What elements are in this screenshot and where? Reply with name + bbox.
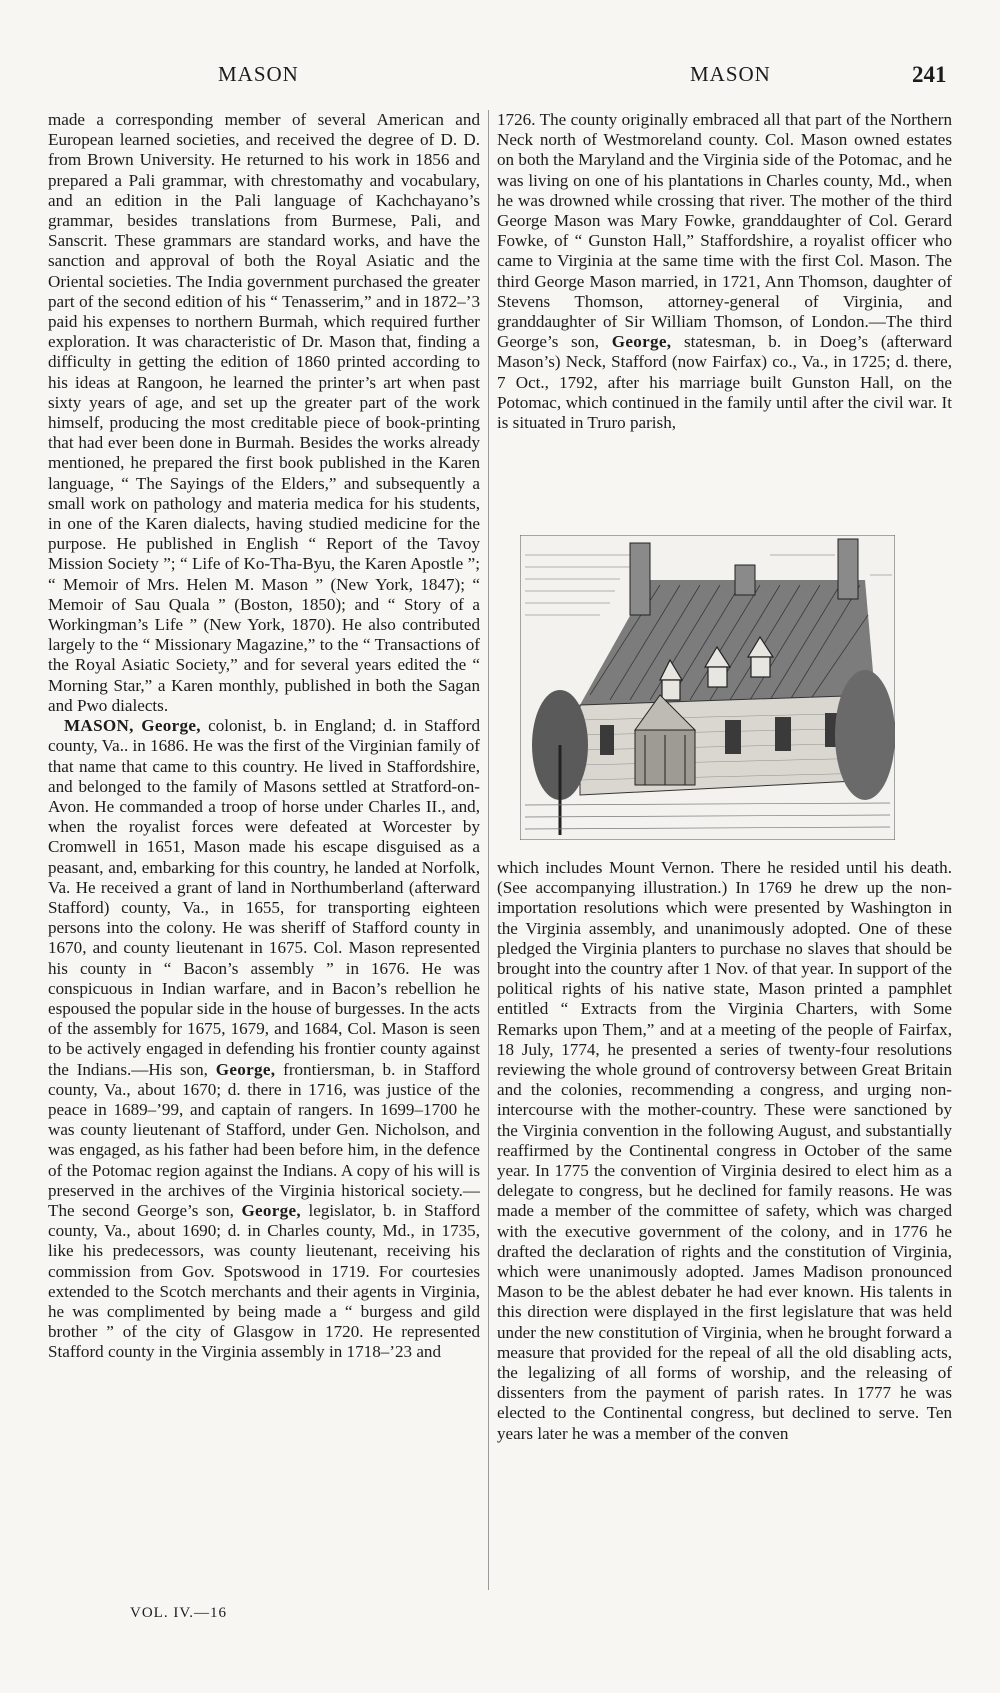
right-column-bottom (497, 858, 952, 1678)
george-mason-entry (48, 716, 480, 1363)
running-head-left: MASON (218, 62, 299, 86)
running-head-right: MASON (690, 62, 771, 86)
statesman-text: statesman, b. in Doeg’s (afterward Mason’s) Neck, Stafford (now Fairfax) co., Va., in 1725; d. there, 7 Oct., 1792, after his marriage built Gunston Hall, on the Potomac, which continued in the family until after the civil war. It is situated in Truro parish, (497, 332, 952, 433)
george-legislator-name: George, (241, 1200, 301, 1220)
right-column-top (497, 110, 952, 510)
volume-signature: VOL. IV.—16 (130, 1605, 227, 1621)
gunston-hall-illustration (520, 535, 895, 840)
dr-mason-continuation-paragraph: made a corresponding member of several American and European learned societies, and received the degree of D. D. from Brown University. He returned to his work in 1856 and prepared a Pali grammar, with chrestomathy and vocabulary, and an edition in the Pali language of Kachchayano’s grammar, besides translations from Burmese, Pali, and Sanscrit. These grammars are standard works, and have the sanction and approval of both the Royal Asiatic and the Oriental societies. The India government purchased the greater part of the second edition of his “ Tenasserim,” and in 1872–’3 paid his expenses to northern Burmah, which required further exploration. It was characteristic of Dr. Mason that, finding a difficulty in getting the edition of 1860 printed according to his ideas at Rangoon, he learned the printer’s art when past sixty years of age, and set up the greater part of the work himself, producing the most creditable piece of book-printing that had ever been done in Burmah. Besides the works already mentioned, he prepared the first book published in the Karen language, “ The Sayings of the Elders,” and subsequently a small work on pathology and materia medica for his students, in one of the Karen dialects, having studied medicine for the purpose. He published in English “ Report of the Tavoy Mission Society ”; “ Life of Ko-Tha-Byu, the Karen Apostle ”; “ Memoir of Mrs. Helen M. Mason ” (New York, 1847); “ Memoir of Sau Quala ” (Boston, 1850); and “ Story of a Workingman’s Life ” (New York, 1870). He also contributed largely to the “ Missionary Magazine,” to the “ Transactions of the Royal Asiatic Society,” and for several years edited the “ Morning Star,” a Karen monthly, published in both the Sagan and Pwo dialects. (48, 110, 480, 715)
legislator-text: legislator, b. in Stafford county, Va., about 1690; d. in Charles county, Md., in 1735, like his predecessors, was county lieutenant, receiving his commission from Gov. Spotswood in 1719. For courtesies extended to the Scotch merchants and their agents in Virginia, he was complimented by being made a “ burgess and gild brother ” of the city of Glasgow in 1720. He represented Stafford county in the Virginia assembly in 1718–’23 and (48, 1200, 480, 1362)
left-column (48, 110, 480, 1590)
statesman-continuation-paragraph: which includes Mount Vernon. There he resided until his death. (See accompanying illustration.) In 1769 he drew up the non-importation resolutions which were presented by Washington in the Virginia assembly, and unanimously adopted. One of these pledged the Virginia planters to purchase no slaves that should be brought into the country after 1 Nov. of that year. In support of the political rights of his native state, Mason printed a pamphlet entitled “ Extracts from the Virginia Charters, with Some Remarks upon Them,” and at a meeting of the people of Fairfax, 18 July, 1774, he presented a series of twenty-four resolutions reviewing the whole ground of controversy between Great Britain and the colonies, recommending a congress, and urging non-intercourse with the mother-country. These were sanctioned by the Virginia convention in the following August, and substantially reaffirmed by the Continental congress in October of the same year. In 1775 the convention of Virginia desired to elect him as a delegate to congress, but he declined for family reasons. He was made a member of the committee of safety, which was charged with the executive government of the colony, and in 1776 he drafted the declaration of rights and the constitution of Virginia, which were unanimously adopted. James Madison pronounced Mason to be the ablest debater he had ever known. His talents in this direction were displayed in the first legislature that was held under the new constitution of Virginia, when he brought forward a measure that provided for the repeal of all the old disabling acts, the legalizing of all forms of worship, and the releasing of dissenters from the payment of parish rates. In 1777 he was elected to the Continental congress, but declined to serve. Ten years later he was a member of the conven (497, 858, 952, 1443)
legislator-continuation-paragraph (497, 110, 952, 433)
continuation-text: 1726. The county originally embraced all that part of the Northern Neck north of Westmoreland county. Col. Mason owned estates on both the Maryland and the Virginia side of the Potomac, and he was living on one of his plantations in Charles county, Md., when he was drowned while crossing that river. The mother of the third George Mason was Mary Fowke, granddaughter of Col. Gerard Fowke, of “ Gunston Hall,” Staffordshire, a royalist officer who came to Virginia at the same time with the first Col. Mason. The third George Mason married, in 1721, Ann Thomson, daughter of Stevens Thomson, attorney-general of Virginia, and granddaughter of Sir William Thomson, of London.—The third George’s son, (497, 110, 952, 352)
frontiersman-text: frontiersman, b. in Stafford county, Va., about 1670; d. there in 1716, was justice of the peace in 1689–’99, and captain of rangers. In 1699–1700 he was county lieutenant of Stafford, under Gen. Nicholson, and was engaged, as his father had been before him, in the defence of the Potomac region against the Indians. A copy of his will is preserved in the archives of the Virginia historical society.—The second George’s son, (48, 1059, 480, 1220)
page-number: 241 (912, 62, 947, 87)
entry-heading: MASON, George, (64, 716, 201, 736)
engraving-image (520, 535, 895, 840)
george-frontiersman-name: George, (215, 1059, 276, 1079)
column-divider (488, 110, 489, 1590)
colonist-text: colonist, b. in England; d. in Stafford county, Va.. in 1686. He was the first of the Virginian family of that name that came to this country. He lived in Staffordshire, and belonged to the family of Masons settled at Stratford-on-Avon. He commanded a troop of horse under Charles II., and, when the royalist forces were defeated at Worcester by Cromwell in 1651, Mason made his escape disguised as a peasant, and, embarking for this country, he landed at Norfolk, Va. He received a grant of land in Northumberland (afterward Stafford) county, Va., in 1655, for transporting eighteen persons into the colony. He was sheriff of Stafford county in 1670, and county lieutenant in 1675. Col. Mason represented his county in “ Bacon’s assembly ” in 1676. He was conspicuous in Indian warfare, and in Bacon’s rebellion he espoused the popular side in the house of burgesses. In the acts of the assembly for 1675, 1679, and 1684, Col. Mason is seen to be actively engaged in defending his frontier county against the Indians.—His son, (48, 716, 480, 1079)
george-statesman-name: George, (611, 332, 672, 352)
